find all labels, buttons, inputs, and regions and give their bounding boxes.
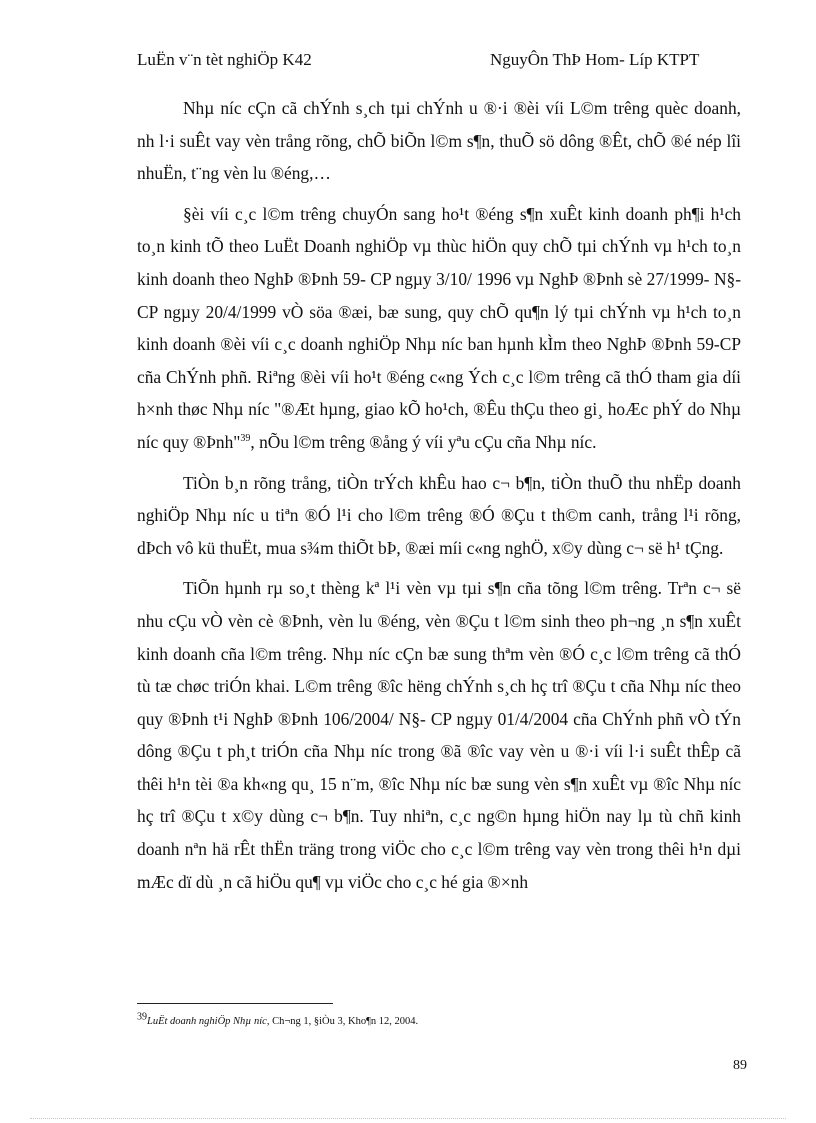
footnote-detail: , Ch¬ng 1, §iÒu 3, Kho¶n 12, 2004. — [266, 1016, 419, 1027]
footnote-ref[interactable]: 39 — [240, 433, 251, 445]
header-author: NguyÔn ThÞ Hom- Líp KTPT — [490, 50, 700, 69]
paragraph-4: TiÕn hµnh rµ so¸t thèng kª l¹i vèn vµ tµi s¶n cña tõng l©m trêng. Trªn c¬ së nhu cÇu vÒ vèn cè ®Þnh, vèn lu ®éng, vèn ®Çu t l©m sinh theo ph¬ng ¸n s¶n xuÊt kinh doanh cña l©m trêng. Nhµ níc cÇn bæ sung thªm vèn ®Ó c¸c l©m trêng cã thÓ tù tæ chøc triÓn khai. L©m trêng ®îc hëng chÝnh s¸ch hç trî ®Çu t cña Nhµ níc theo quy ®Þnh t¹i NghÞ ®Þnh 106/2004/ N§- CP ngµy 01/4/2004 cña ChÝnh phñ vÒ tÝn dông ®Çu t ph¸t triÓn cña Nhµ níc trong ®ã ®îc vay vèn u ®·i víi l·i suÊt thÊp cã thêi h¹n tèi ®a kh«ng qu¸ 15 n¨m, ®îc Nhµ níc bæ sung vèn s¶n xuÊt vµ ®îc Nhµ níc hç trî ®Çu t x©y dùng c¬ b¶n. Tuy nhiªn, c¸c ng©n hµng hiÖn nay lµ tù chñ kinh doanh nªn hä rÊt thËn träng trong viÖc cho c¸c l©m trêng vay vèn trong thêi h¹n dµi mÆc dï dù ¸n cã hiÖu qu¶ vµ viÖc cho c¸c hé gia ®×nh — [137, 578, 741, 892]
paragraph-3: TiÒn b¸n rõng trång, tiÒn trÝch khÊu hao c¬ b¶n, tiÒn thuÕ thu nhËp doanh nghiÖp Nhµ níc u tiªn ®Ó l¹i cho l©m trêng ®Ó ®Çu t th©m canh, trång l¹i rõng, dÞch vô kü thuËt, mua s¾m thiÕt bÞ, ®æi míi c«ng nghÖ, x©y dùng c¬ së h¹ tÇng. — [137, 472, 741, 558]
body-text — [137, 92, 741, 906]
header-thesis-title: LuËn v¨n tèt nghiÖp K42 — [137, 50, 312, 69]
footnote-source: LuËt doanh nghiÖp Nhµ níc — [147, 1016, 267, 1027]
footnote-number: 39 — [137, 1011, 147, 1023]
paragraph-1: Nhµ níc cÇn cã chÝnh s¸ch tµi chÝnh u ®·i ®èi víi L©m trêng quèc doanh, nh l·i suÊt vay vèn trång rõng, chÕ biÕn l©m s¶n, thuÕ sö dông ®Êt, chÕ ®é nép lîi nhuËn, t¨ng vèn lu ®éng,… — [137, 98, 741, 184]
page-number: 89 — [733, 1058, 747, 1073]
footnote-divider — [137, 1003, 333, 1004]
paragraph-2-tail: , nÕu l©m trêng ®ång ý víi yªu cÇu cña Nhµ níc. — [250, 431, 597, 452]
paragraph-2 — [137, 198, 741, 459]
paragraph-2-text: §èi víi c¸c l©m trêng chuyÓn sang ho¹t ®éng s¶n xuÊt kinh doanh ph¶i h¹ch to¸n kinh tÕ theo LuËt Doanh nghiÖp vµ thùc hiÖn quy chÕ tµi chÝnh vµ h¹ch to¸n kinh doanh theo NghÞ ®Þnh 59- CP ngµy 3/10/ 1996 vµ NghÞ ®Þnh sè 27/1999- N§- CP ngµy 20/4/1999 vÒ söa ®æi, bæ sung, quy chÕ qu¶n lý tµi chÝnh vµ h¹ch to¸n kinh doanh ®èi víi c¸c doanh nghiÖp Nhµ níc ban hµnh kÌm theo NghÞ ®Þnh 59-CP cña ChÝnh phñ. Riªng ®èi víi ho¹t ®éng c«ng Ých c¸c l©m trêng cã thÓ tham gia díi h×nh thøc Nhµ níc "®Æt hµng, giao kÕ ho¹ch, ®Êu thÇu theo gi¸ hoÆc phÝ do Nhµ níc quy ®Þnh" — [137, 203, 741, 452]
page-bottom-edge — [30, 1118, 786, 1119]
footnote — [137, 1011, 419, 1027]
